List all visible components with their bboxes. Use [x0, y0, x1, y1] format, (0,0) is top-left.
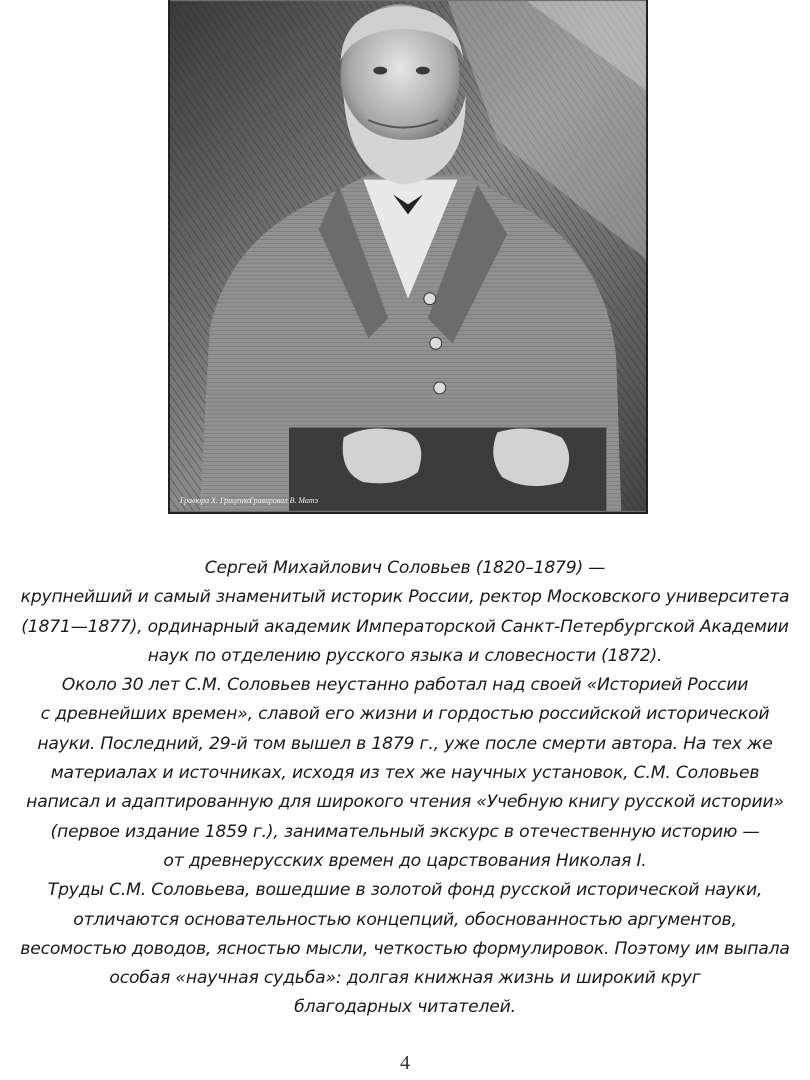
- caption-line: весомостью доводов, ясностью мысли, четкостью формулировок. Поэтому им выпала: [20, 938, 790, 959]
- caption-line: (1871—1877), ординарный академик Императорской Санкт-Петербургской Академии: [21, 616, 789, 637]
- biography-caption: [0, 554, 810, 1023]
- page-number: 4: [400, 1052, 410, 1074]
- caption-line: наук по отделению русского языка и словесности (1872).: [147, 645, 663, 666]
- caption-line: особая «научная судьба»: долгая книжная жизнь и широкий круг: [109, 968, 701, 989]
- caption-line: (первое издание 1859 г.), занимательный экскурс в отечественную историю —: [50, 821, 760, 842]
- caption-line: крупнейший и самый знаменитый историк России, ректор Московского университета: [20, 587, 790, 608]
- caption-line: от древнерусских времен до царствования Николая I.: [163, 850, 647, 871]
- engraver-credit-left: Гравюра Х. Гриценко: [179, 495, 252, 505]
- portrait-engraving: [168, 0, 648, 514]
- portrait-image: [170, 0, 646, 512]
- caption-line: Труды С.М. Соловьева, вошедшие в золотой фонд русской исторической науки,: [47, 880, 763, 901]
- engraver-credit-right: Гравировал В. Матэ: [249, 495, 319, 505]
- caption-line: написал и адаптированную для широкого чтения «Учебную книгу русской истории»: [26, 792, 784, 813]
- caption-line: благодарных читателей.: [294, 997, 516, 1018]
- caption-line: Сергей Михайлович Соловьев (1820–1879) —: [204, 558, 606, 578]
- caption-line: с древнейших времен», славой его жизни и гордостью российской исторической: [40, 704, 770, 725]
- caption-line: материалах и источниках, исходя из тех же научных установок, С.М. Соловьев: [50, 763, 760, 784]
- caption-line: Около 30 лет С.М. Соловьев неустанно работал над своей «Историей России: [61, 675, 749, 696]
- caption-line: отличаются основательностью концепций, обоснованностью аргументов,: [73, 909, 737, 930]
- caption-line: науки. Последний, 29-й том вышел в 1879 г., уже после смерти автора. На тех же: [37, 733, 773, 754]
